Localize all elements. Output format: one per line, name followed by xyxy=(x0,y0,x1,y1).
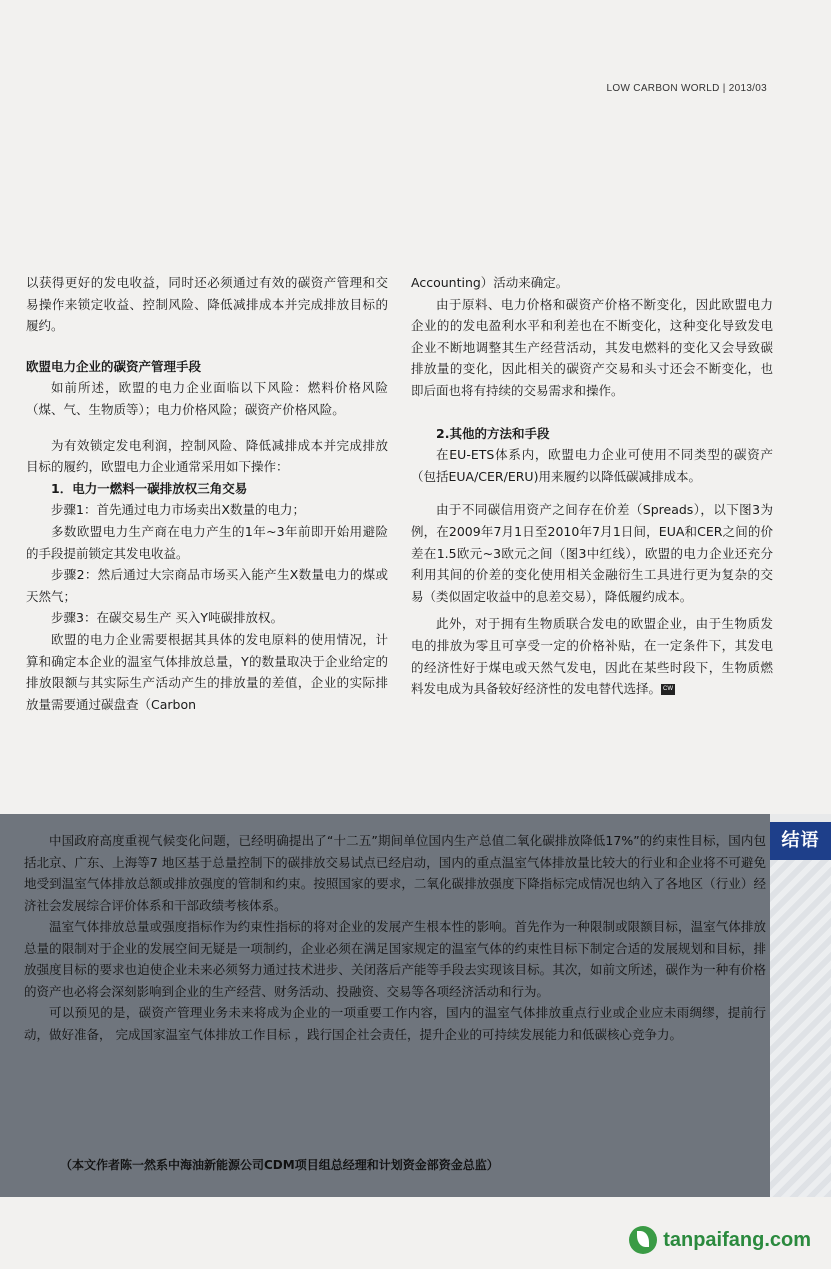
paragraph: 步骤1：首先通过电力市场卖出X数量的电力； xyxy=(51,502,306,518)
subsection-heading: 2.其他的方法和手段 xyxy=(436,425,550,441)
paragraph: 此外，对于拥有生物质联合发电的欧盟企业，由于生物质发电的排放为零且可享受一定的价格补贴，在一定条件下，其发电的经济性好于煤电或天然气发电，因此在某些时段下，生物质燃料发电成为具备较好经济性的发电替代选择。 CW xyxy=(411,616,773,697)
paragraph: 多数欧盟电力生产商在电力产生的1年~3年前即开始用避险的手段提前锁定其发电收益。 xyxy=(26,523,388,561)
paragraph: 在EU-ETS体系内，欧盟电力企业可使用不同类型的碳资产（包括EUA/CER/ERU)用来履约以降低碳减排成本。 xyxy=(411,447,773,484)
left-column xyxy=(26,272,388,715)
paragraph: 为有效锁定发电利润，控制风险、降低减排成本并完成排放目标的履约，欧盟电力企业通常采用如下操作： xyxy=(26,437,388,475)
stripe-pattern xyxy=(770,860,831,1197)
end-mark-icon: CW xyxy=(661,684,675,695)
paragraph: 步骤3：在碳交易生产 买入Y吨碳排放权。 xyxy=(51,610,284,626)
paragraph: 温室气体排放总量或强度指标作为约束性指标的将对企业的发展产生根本性的影响。首先作为一种限制或限额目标，温室气体排放总量的限制对于企业的发展空间无疑是一项制约，企业必须在满足国家规定的温室气体的约束性目标下制定合适的发展规划和目标，排放强度目标的要求也迫使企业未来必须努力通过技术进步、关闭落后产能等手段去实现该目标。其次，如前文所述，碳作为一种有价格的资产也必将会深刻影响到企业的生产经营、财务活动、投融资、交易等各项经济活动和行为。 xyxy=(24,919,766,999)
section-heading: 欧盟电力企业的碳资产管理手段 xyxy=(26,358,202,374)
paragraph: 中国政府高度重视气候变化问题，已经明确提出了“十二五”期间单位国内生产总值二氧化碳排放降低17%”的约束性目标，国内包括北京、广东、上海等7 地区基于总量控制下的碳排放交易试点已经启动，国内的重点温室气体排放量比较大的行业和企业将不可避免地受到温室气体排放总额或排放强度的管制和约束。按照国家的要求，二氧化碳排放强度下降指标完成情况也纳入了各地区（行业）经济社会发展综合评价体系和干部政绩考核体系。 xyxy=(24,833,766,913)
author-note: （本文作者陈一然系中海油新能源公司CDM项目组总经理和计划资金部资金总监） xyxy=(60,1158,499,1172)
leaf-icon xyxy=(629,1226,657,1254)
paragraph: 由于原料、电力价格和碳资产价格不断变化，因此欧盟电力企业的的发电盈利水平和利差也在不断变化，这种变化导致发电企业不断地调整其生产经营活动，其发电燃料的变化又会导致碳排放量的变化，因此相关的碳资产交易和头寸还会不断变化，也即后面也将有持续的交易需求和操作。 xyxy=(411,296,773,398)
conclusion-text xyxy=(24,830,766,1045)
paragraph: Accounting）活动来确定。 xyxy=(411,275,569,290)
paragraph: 以获得更好的发电收益，同时还必须通过有效的碳资产管理和交易操作来锁定收益、控制风险、降低减排成本并完成排放目标的履约。 xyxy=(26,275,388,334)
conclusion-title: 结语 xyxy=(770,822,831,860)
watermark xyxy=(629,1226,811,1254)
paragraph: 由于不同碳信用资产之间存在价差（Spreads），以下图3为例，在2009年7月1日至2010年7月1日间，EUA和CER之间的价差在1.5欧元~3欧元之间（图3中红线），欧盟的电力企业还充分利用其间的价差的变化使用相关金融衍生工具进行更为复杂的交易（类似固定收益中的息差交易），降低履约成本。 xyxy=(411,502,773,604)
paragraph: 欧盟的电力企业需要根据其具体的发电原料的使用情况，计算和确定本企业的温室气体排放总量，Y的数量取决于企业给定的排放限额与其实际生产活动产生的排放量的差值，企业的实际排放量需要通过碳盘查（Carbon xyxy=(26,631,388,712)
watermark-text: tanpaifang.com xyxy=(663,1228,811,1251)
paragraph: 如前所述，欧盟的电力企业面临以下风险：燃料价格风险（煤、气、生物质等）；电力价格风险；碳资产价格风险。 xyxy=(26,380,388,417)
paragraph: 可以预见的是，碳资产管理业务未来将成为企业的一项重要工作内容，国内的温室气体排放重点行业或企业应未雨绸缪，提前行动，做好准备， 完成国家温室气体排放工作目标 ，践行国企社会责任，提升企业的可持续发展能力和低碳核心竞争力。 xyxy=(24,1005,766,1042)
paragraph: 步骤2：然后通过大宗商品市场买入能产生X数量电力的煤或天然气； xyxy=(26,567,388,604)
right-column xyxy=(411,272,773,700)
page-header: LOW CARBON WORLD | 2013/03 xyxy=(606,83,767,94)
subsection-heading: 1．电力一燃料一碳排放权三角交易 xyxy=(51,480,248,496)
